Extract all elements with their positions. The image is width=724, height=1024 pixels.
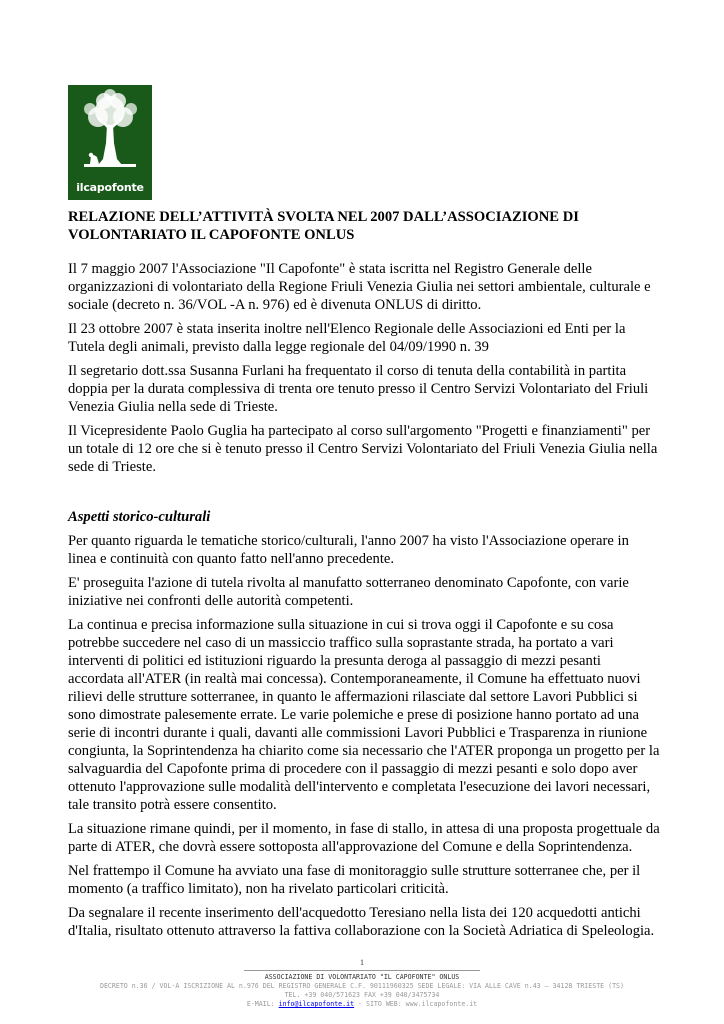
footer-divider xyxy=(244,970,480,971)
document-body xyxy=(68,208,660,946)
paragraph: La continua e precisa informazione sulla situazione in cui si trova oggi il Capofonte e su cosa potrebbe succedere nel caso di un massiccio traffico sulla soprastante strada, ha portato a vari interventi di politici ed istituzioni riguardo la presunta deroga al passaggio di mezzi pesanti accordata all'ATER (in realtà mai concessa). Contemporaneamente, il Comune ha effettuato nuovi rilievi delle strutture sotterranee, in quanto le affermazioni rilasciate dal settore Lavori Pubblici si sono dimostrate palesemente errate. Le varie polemiche e prese di posizione hanno portato ad una serie di incontri durante i quali, davanti alle commissioni Lavori Pubblici e Trasparenza in riunione congiunta, la Soprintendenza ha chiarito come sia necessario che l'ATER proponga un progetto per la salvaguardia del Capofonte prima di procedere con il passaggio di mezzi pesanti e solo dopo aver ottenuto l'approvazione sulle modalità dell'intervento e completata l'esecuzione dei lavori necessari, tale transito potrà essere consentito. xyxy=(68,617,660,813)
capofonte-logo xyxy=(68,85,152,200)
footer-website: - SITO WEB: www.ilcapofonte.it xyxy=(358,1000,478,1008)
paragraph: La situazione rimane quindi, per il momento, in fase di stallo, in attesa di una proposta progettuale da parte di ATER, che dovrà essere sottoposta all'approvazione del Comune e della Soprintendenza. xyxy=(68,821,660,855)
paragraph: Il Vicepresidente Paolo Guglia ha partecipato al corso sull'argomento "Progetti e finanziamenti" per un totale di 12 ore che si è tenuto presso il Centro Servizi Volontariato del Friuli Venezia Giulia nella sede di Trieste. xyxy=(68,423,658,475)
paragraph: E' proseguita l'azione di tutela rivolta al manufatto sotterraneo denominato Capofonte, con varie iniziative nei confronti delle autorità competenti. xyxy=(68,575,629,609)
paragraph: Il segretario dott.ssa Susanna Furlani ha frequentato il corso di tenuta della contabilità in partita doppia per la durata complessiva di trenta ore tenuto presso il Centro Servizi Volontariato del Friuli Venezia Giulia nella sede di Trieste. xyxy=(68,363,649,415)
document-title: RELAZIONE DELL’ATTIVITÀ SVOLTA NEL 2007 DALL’ASSOCIAZIONE DI VOLONTARIATO IL CAPOFONTE ONLUS xyxy=(68,209,579,243)
footer-contacts xyxy=(0,1000,724,1009)
footer-org-name: ASSOCIAZIONE DI VOLONTARIATO "IL CAPOFONTE" ONLUS xyxy=(264,973,460,981)
storico-culturali-section xyxy=(68,532,660,940)
logo-wordmark: ilcapofonte xyxy=(76,181,144,194)
footer-registration: DECRETO n.36 / VOL-A ISCRIZIONE AL n.976 DEL REGISTRO GENERALE C.F. 90111960325 SEDE LEGALE: VIA ALLE CAVE n.43 – 34128 TRIESTE (TS) xyxy=(99,982,624,990)
footer-email-label: E-MAIL: xyxy=(246,1000,275,1008)
paragraph: Il 7 maggio 2007 l'Associazione "Il Capofonte" è stata iscritta nel Registro Generale delle organizzazioni di volontariato della Regione Friuli Venezia Giulia nei settori ambientale, culturale e sociale (decreto n. 36/VOL -A n. 976) ed è divenuta ONLUS di diritto. xyxy=(68,261,651,313)
tree-icon xyxy=(68,85,152,181)
paragraph: Per quanto riguarda le tematiche storico/culturali, l'anno 2007 ha visto l'Associazione operare in linea e continuità con quanto fatto nell'anno precedente. xyxy=(68,533,629,567)
section-heading: Aspetti storico-culturali xyxy=(68,509,211,525)
intro-section xyxy=(68,260,660,476)
page-footer xyxy=(0,958,724,1009)
footer-phone: TEL. +39 040/571623 FAX +39 040/3475734 xyxy=(284,991,440,999)
paragraph: Da segnalare il recente inserimento dell'acquedotto Teresiano nella lista dei 120 acquedotti antichi d'Italia, risultato ottenuto attraverso la fattiva collaborazione con la Società Adriatica di Speleologia. xyxy=(68,905,655,939)
paragraph: Nel frattempo il Comune ha avviato una fase di monitoraggio sulle strutture sotterranee che, per il momento (a traffico limitato), non ha rivelato particolari criticità. xyxy=(68,863,641,897)
page-number: 1 xyxy=(360,958,364,967)
footer-email-link[interactable]: info@ilcapofonte.it xyxy=(278,1000,355,1008)
paragraph: Il 23 ottobre 2007 è stata inserita inoltre nell'Elenco Regionale delle Associazioni ed Enti per la Tutela degli animali, previsto dalla legge regionale del 04/09/1990 n. 39 xyxy=(68,321,626,355)
